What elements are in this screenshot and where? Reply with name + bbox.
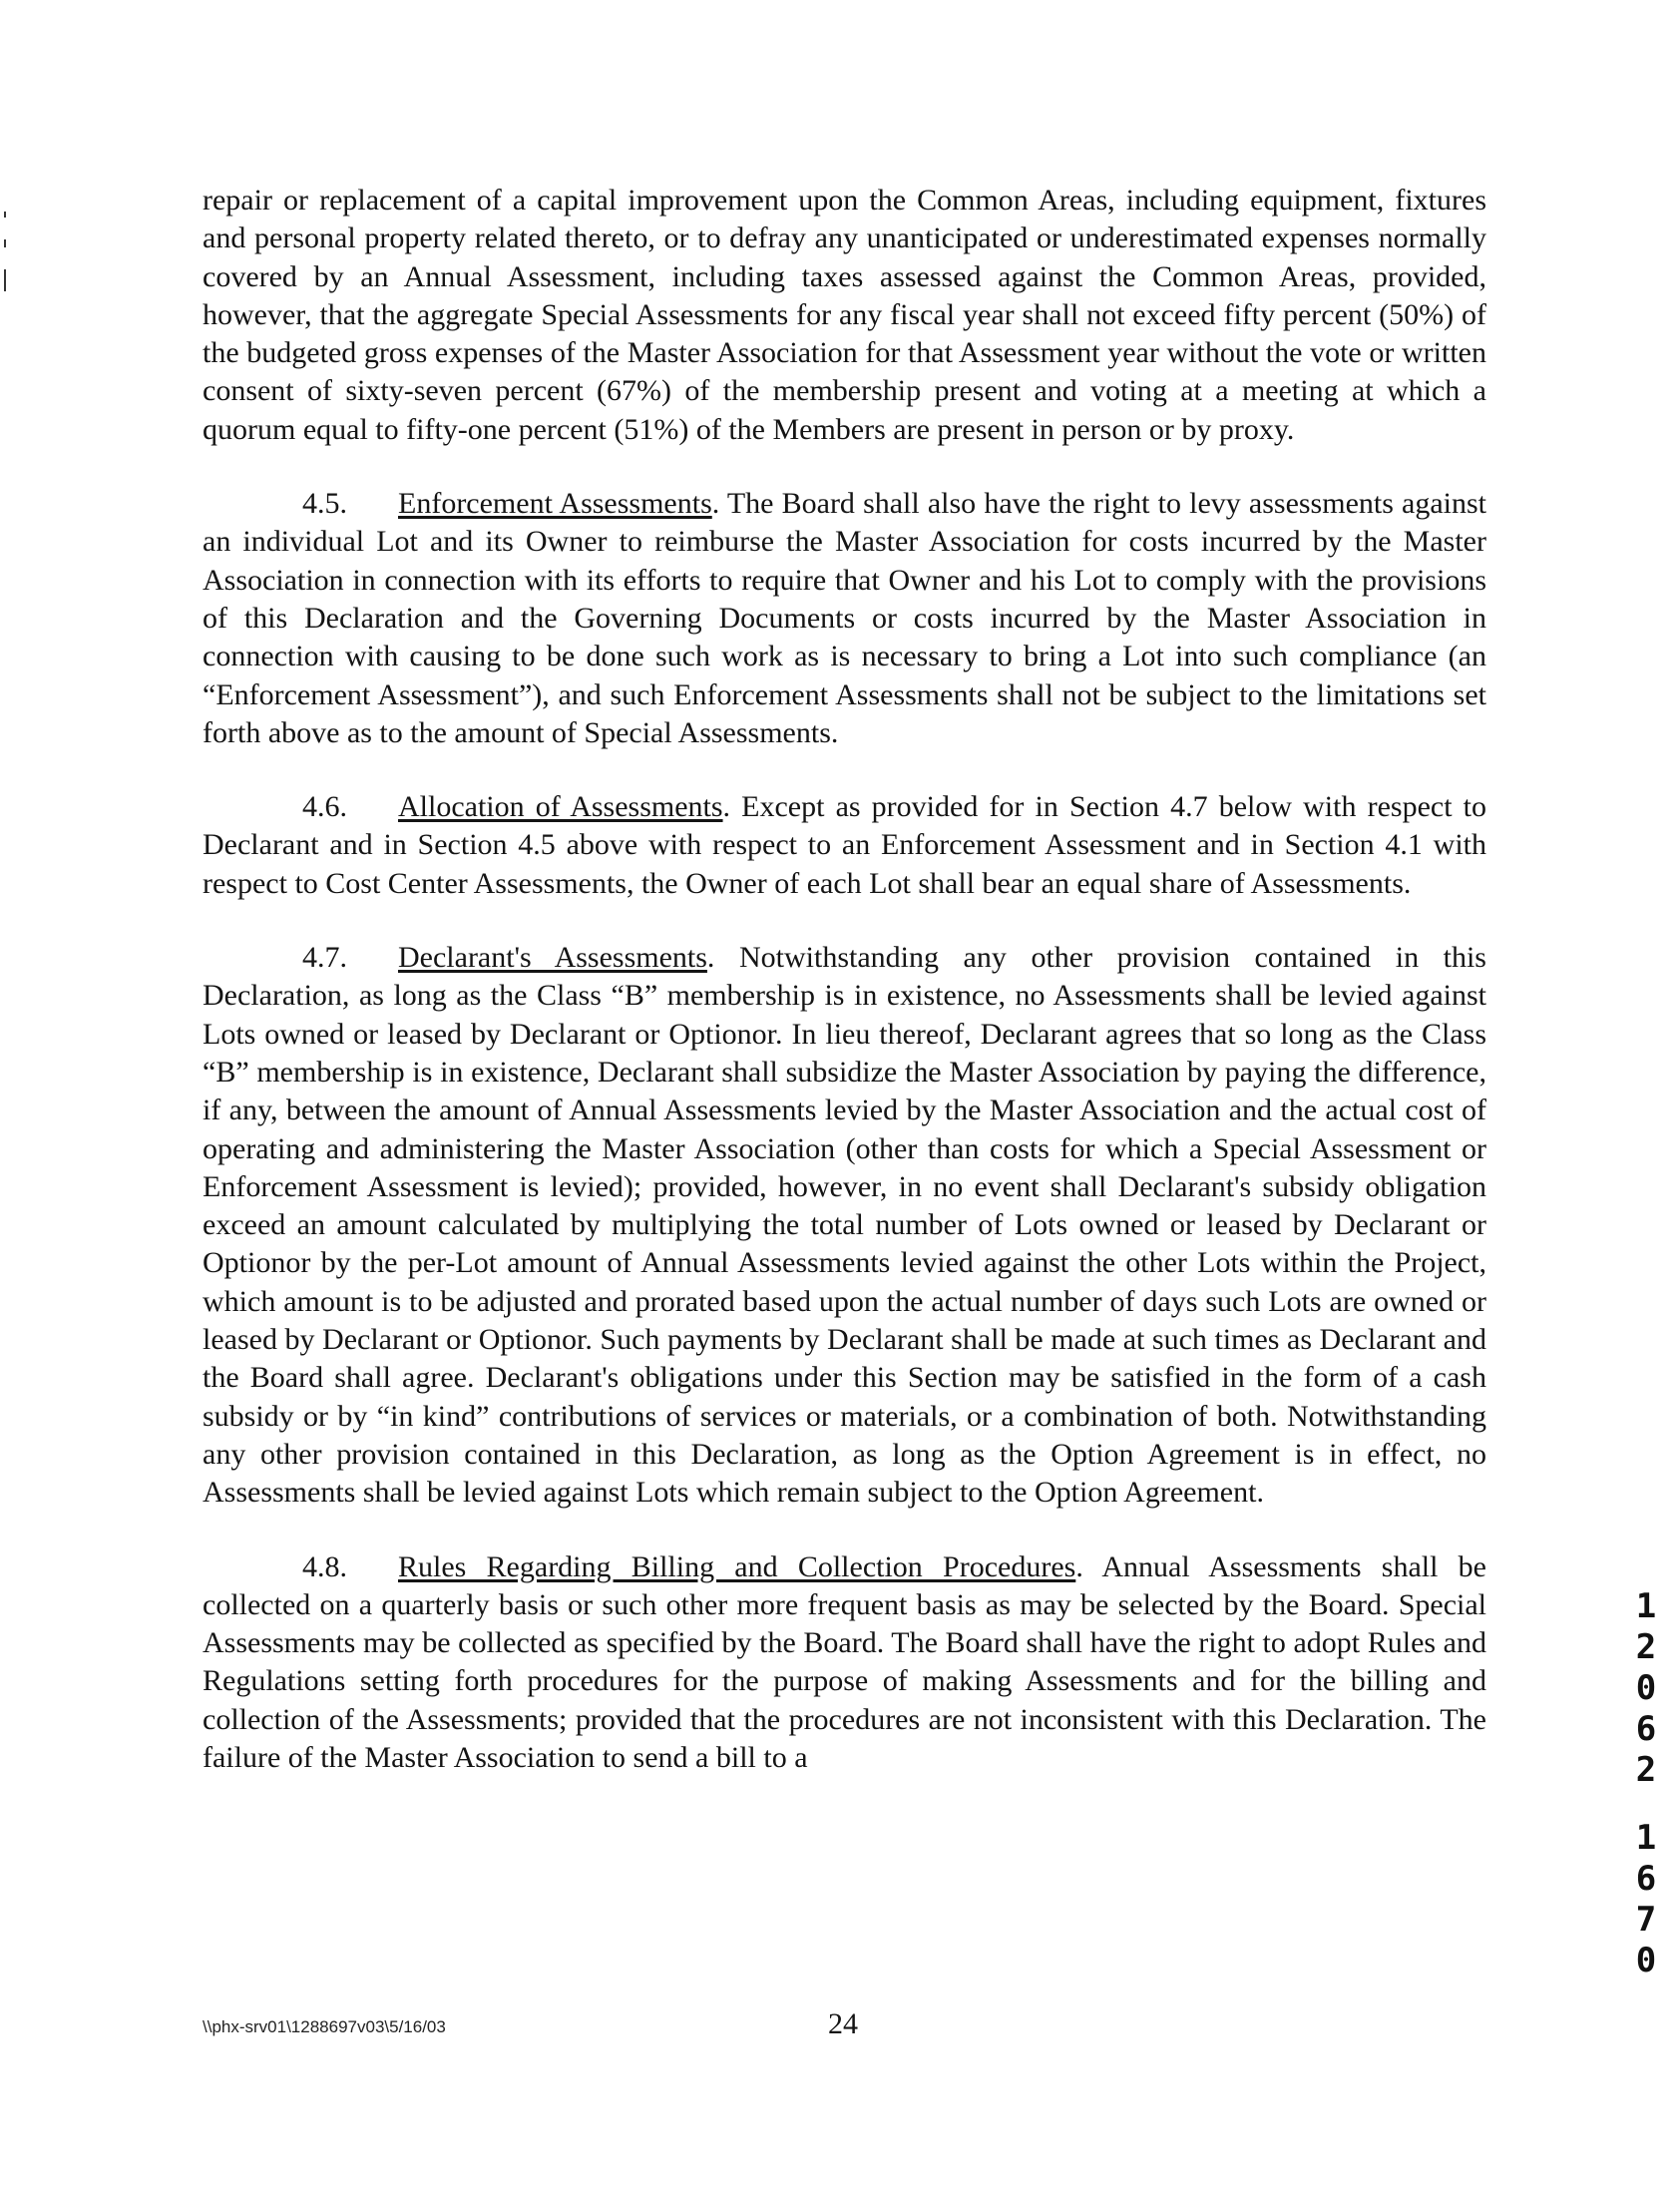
stamp-digit: 6 [1635,1859,1657,1899]
paragraph-text: repair or replacement of a capital improvement upon the Common Areas, including equipment, fixtures and personal property related thereto, or to defray any unanticipated or underestimated expenses normally covered by an Annual Assessment, including taxes assessed against the Common Areas, provided, however, that the aggregate Special Assessments for any fiscal year shall not exceed fifty percent (50%) of the budgeted gross expenses of the Master Association for that Assessment year without the vote or written consent of sixty-seven percent (67%) of the membership present and voting at a meeting at which a quorum equal to fifty-one percent (51%) of the Members are present in person or by proxy. [203,184,1486,446]
section-text: . Notwithstanding any other provision contained in this Declaration, as long as the Class “B” membership is in existence, no Assessments shall be levied against Lots owned or leased by Declarant or Optionor. In lieu thereof, Declarant agrees that so long as the Class “B” membership is in existence, Declarant shall subsidize the Master Association by paying the difference, if any, between the amount of Annual Assessments levied by the Master Association and the actual cost of operating and administering the Master Association (other than costs for which a Special Assessment or Enforcement Assessment is levied); provided, however, in no event shall Declarant's subsidy obligation exceed an amount calculated by multiplying the total number of Lots owned or leased by Declarant or Optionor by the per-Lot amount of Annual Assessments levied against the other Lots within the Project, which amount is to be adjusted and prorated based upon the actual number of days such Lots are owned or leased by Declarant or Optionor. Such payments by Declarant shall be made at such times as Declarant and the Board shall agree. Declarant's obligations under this Section may be satisfied in the form of a cash subsidy or by “in kind” contributions of services or materials, or a combination of both. Notwithstanding any other provision contained in this Declaration, as long as the Option Agreement is in effect, no Assessments shall be levied against Lots which remain subject to the Option Agreement. [203,941,1486,1510]
stamp-digit: 7 [1635,1900,1657,1940]
stamp-digit: 2 [1635,1627,1657,1667]
stamp-digit: 6 [1635,1709,1657,1749]
section-heading: Allocation of Assessments [398,790,723,824]
section-number: 4.7. [302,941,347,975]
stamp-digit: 0 [1635,1668,1657,1708]
section-text: . Annual Assessments shall be collected on a quarterly basis or such other more frequent basis as may be selected by the Board. Special Assessments may be collected as specified by the Board. The Board shall have the right to adopt Rules and Regulations setting forth procedures for the purpose of making Assessments and for the billing and collection of the Assessments; provided that the procedures are not inconsistent with this Declaration. The failure of the Master Association to send a bill to a [203,1549,1486,1774]
document-body [203,182,1486,1813]
section-number: 4.6. [302,790,347,824]
margin-marks [0,212,10,291]
stamp-digit: 1 [1635,1818,1657,1858]
section-number: 4.5. [302,487,347,521]
section-text: . Except as provided for in Section 4.7 below with respect to Declarant and in Section 4.5 above with respect to an Enforcement Assessment and in Section 4.1 with respect to Cost Center Assessments, the Owner of each Lot shall bear an equal share of Assessments. [203,790,1486,900]
stamp-digit: 0 [1635,1941,1657,1980]
section-heading: Rules Regarding Billing and Collection Procedures [398,1549,1076,1583]
footer-file-path: \\phx-srv01\1288697v03\5/16/03 [203,2017,446,2036]
margin-tick [4,212,6,218]
stamp-digit: 1 [1635,1586,1657,1626]
paragraph-continuation [203,182,1486,449]
section-heading: Declarant's Assessments [398,941,707,975]
margin-tick [4,239,6,247]
section-4-7 [203,939,1486,1512]
section-4-8 [203,1548,1486,1778]
stamp-digit: 2 [1635,1750,1657,1790]
margin-tick [4,269,6,291]
section-4-5 [203,485,1486,752]
section-heading: Enforcement Assessments [398,487,712,521]
section-text: . The Board shall also have the right to levy assessments against an individual Lot and its Owner to reimburse the Master Association for costs incurred by the Master Association in connection with its efforts to require that Owner and his Lot to comply with the provisions of this Declaration and the Governing Documents or costs incurred by the Master Association in connection with causing to be done such work as is necessary to bring a Lot into such compliance (an “Enforcement Assessment”), and such Enforcement Assessments shall not be subject to the limitations set forth above as to the amount of Special Assessments. [203,487,1487,749]
section-4-6 [203,788,1486,903]
recording-stamp [1626,1586,1666,1981]
page-number: 24 [828,2007,858,2040]
section-number: 4.8. [302,1549,347,1583]
stamp-gap [1626,1791,1666,1818]
